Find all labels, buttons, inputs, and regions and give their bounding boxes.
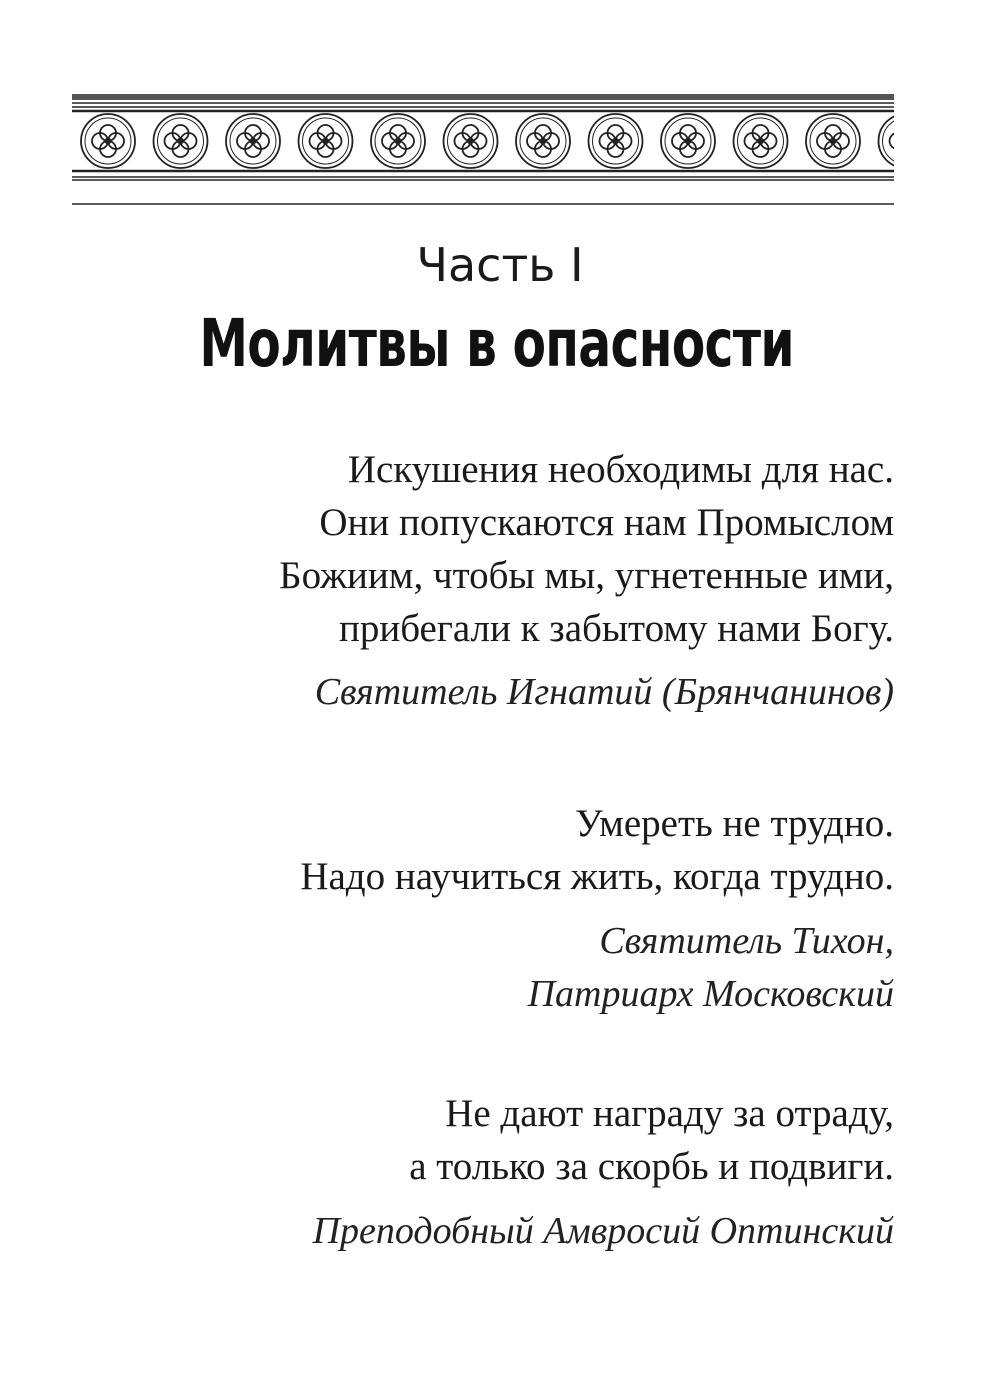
quote-text xyxy=(300,797,894,903)
quatrefoil-icon xyxy=(226,114,280,168)
author-line: Преподобный Амвросий Оптинский xyxy=(312,1210,894,1252)
quatrefoil-icon xyxy=(589,114,643,168)
quatrefoil-icon xyxy=(661,114,715,168)
part-title: Молитвы в опасности xyxy=(199,305,794,382)
quatrefoil-icon xyxy=(734,114,788,168)
quatrefoil-icon xyxy=(444,114,498,168)
author-line: Патриарх Московский xyxy=(527,973,894,1015)
quatrefoil-icon xyxy=(516,114,570,168)
part-label: Часть I xyxy=(416,238,584,292)
author-line: Святитель Игнатий (Брянчанинов) xyxy=(314,671,894,713)
quote-line: Надо научиться жить, когда трудно. xyxy=(300,855,894,898)
quatrefoil-icon xyxy=(371,114,425,168)
quatrefoil-icon xyxy=(299,114,353,168)
quote-line: Искушения необходимы для нас. xyxy=(347,448,894,491)
quote-author xyxy=(528,915,894,1021)
quote-line: а только за скорбь и подвиги. xyxy=(409,1145,894,1188)
author-line: Святитель Тихон, xyxy=(599,920,894,962)
quote-line: Они попускаются нам Промыслом xyxy=(319,501,894,544)
quote-author xyxy=(313,1205,894,1258)
quatrefoil-icon xyxy=(806,114,860,168)
quatrefoil-icon xyxy=(879,114,895,168)
quote-text xyxy=(409,1087,894,1193)
quote-line: прибегали к забытому нами Богу. xyxy=(338,607,894,650)
quote-author xyxy=(315,666,894,719)
quatrefoil-icon xyxy=(81,114,135,168)
quote-text xyxy=(279,443,894,655)
quatrefoil-icon xyxy=(154,114,208,168)
quote-line: Не дают награду за отраду, xyxy=(445,1092,894,1135)
quote-line: Божиим, чтобы мы, угнетенные ими, xyxy=(279,554,894,597)
quatrefoil-border-ornament xyxy=(72,92,894,212)
quote-line: Умереть не трудно. xyxy=(574,802,894,845)
